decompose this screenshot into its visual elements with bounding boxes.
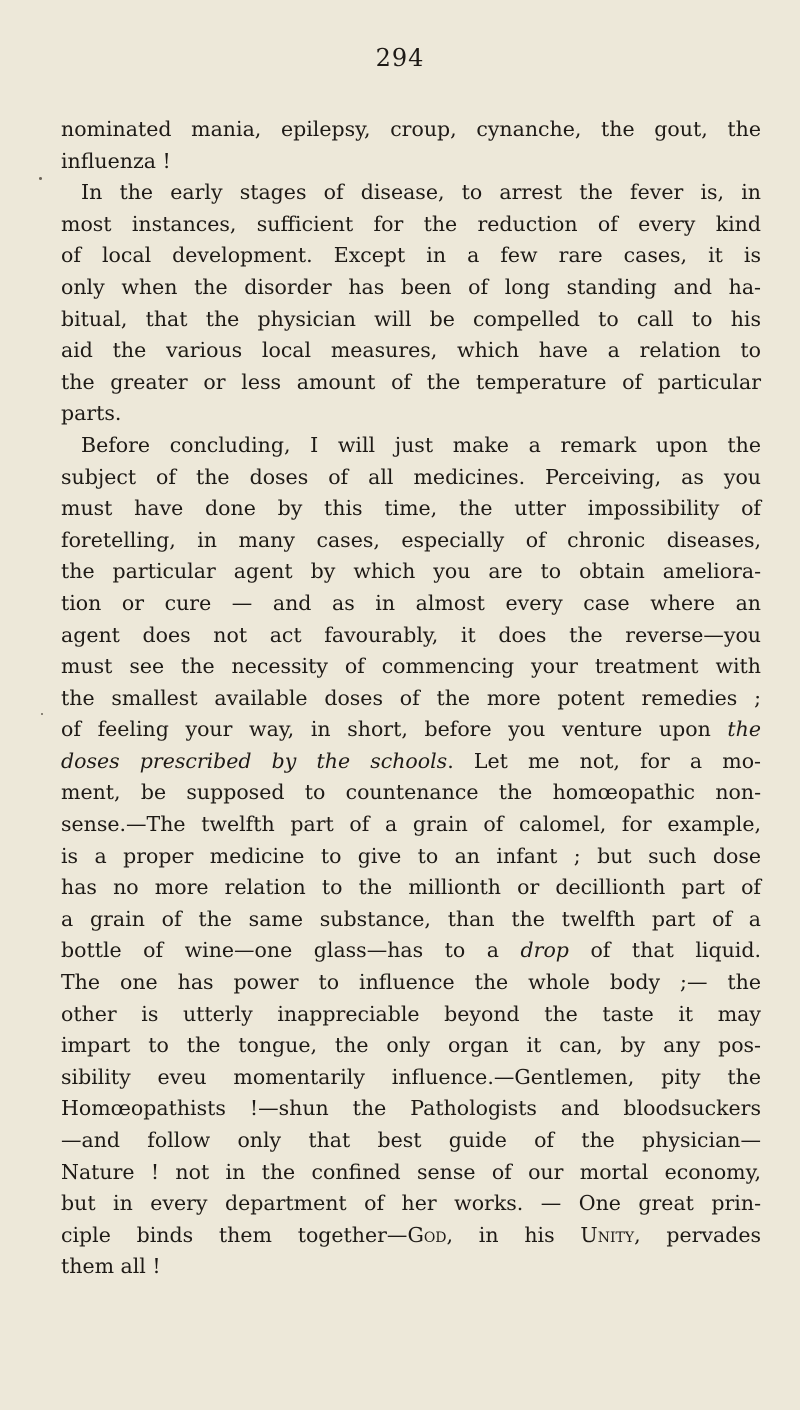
text-line: Homœopathists !—shun the Pathologists and bloodsuckers [61, 1096, 761, 1121]
italic-phrase: the [727, 717, 761, 742]
text-line: agent does not act favourably, it does the reverse—you [61, 622, 761, 647]
body-text [61, 114, 761, 1283]
text-line: influenza ! [61, 148, 171, 173]
paper-speck [39, 177, 42, 180]
text-line: but in every department of her works. — One great prin- [61, 1191, 761, 1216]
paper-speck [41, 713, 43, 715]
text-line: sense.—The twelfth part of a grain of calomel, for example, [61, 812, 761, 837]
text-line: doses prescribed by the schools. Let me not, for a mo- [61, 748, 761, 773]
text-line: the greater or less amount of the temperature of particular [61, 369, 761, 394]
small-caps-word: Unity [580, 1222, 635, 1247]
text-line: bitual, that the physician will be compelled to call to his [61, 306, 761, 331]
text-line: aid the various local measures, which have a relation to [61, 338, 761, 363]
text-line: is a proper medicine to give to an infant ; but such dose [61, 843, 761, 868]
text-line: only when the disorder has been of long standing and ha- [61, 274, 761, 299]
italic-phrase: doses prescribed by the schools [61, 748, 448, 773]
text-line: subject of the doses of all medicines. Perceiving, as you [61, 464, 761, 489]
text-line: other is utterly inappreciable beyond the taste it may [61, 1001, 761, 1026]
text-line: ment, be supposed to countenance the homœopathic non- [61, 780, 761, 805]
text-line: In the early stages of disease, to arrest the fever is, in [81, 180, 761, 205]
text-line: most instances, sufficient for the reduction of every kind [61, 211, 761, 236]
text-line: has no more relation to the millionth or decillionth part of [61, 875, 761, 900]
text-line: of feeling your way, in short, before you venture upon the [61, 717, 761, 742]
small-caps-word: God [407, 1222, 447, 1247]
italic-phrase: drop [520, 938, 569, 963]
text-line: bottle of wine—one glass—has to a drop of that liquid. [61, 938, 761, 963]
text-line: The one has power to influence the whole body ;— the [61, 970, 761, 995]
text-line: them all ! [61, 1254, 161, 1279]
text-line: Nature ! not in the confined sense of our mortal economy, [61, 1159, 761, 1184]
text-line: foretelling, in many cases, especially of chronic diseases, [61, 527, 761, 552]
text-line: impart to the tongue, the only organ it can, by any pos- [61, 1033, 761, 1058]
text-line: must see the necessity of commencing your treatment with [61, 654, 761, 679]
text-line: —and follow only that best guide of the physician— [61, 1128, 761, 1152]
text-line: parts. [61, 401, 122, 426]
text-line: nominated mania, epilepsy, croup, cynanche, the gout, the [61, 117, 761, 141]
text-line: a grain of the same substance, than the twelfth part of a [61, 906, 761, 931]
text-line: Before concluding, I will just make a remark upon the [81, 432, 761, 457]
text-line: sibility eveu momentarily influence.—Gentlemen, pity the [61, 1064, 761, 1089]
text-line: tion or cure — and as in almost every case where an [61, 590, 761, 615]
text-line: the smallest available doses of the more potent remedies ; [61, 685, 761, 710]
text-line: the particular agent by which you are to obtain ameliora- [61, 559, 761, 584]
page-number: 294 [375, 44, 425, 72]
text-line: of local development. Except in a few rare cases, it is [61, 243, 761, 268]
text-line: ciple binds them together—God, in his Unity, pervades [61, 1222, 761, 1247]
text-line: must have done by this time, the utter impossibility of [61, 496, 761, 521]
